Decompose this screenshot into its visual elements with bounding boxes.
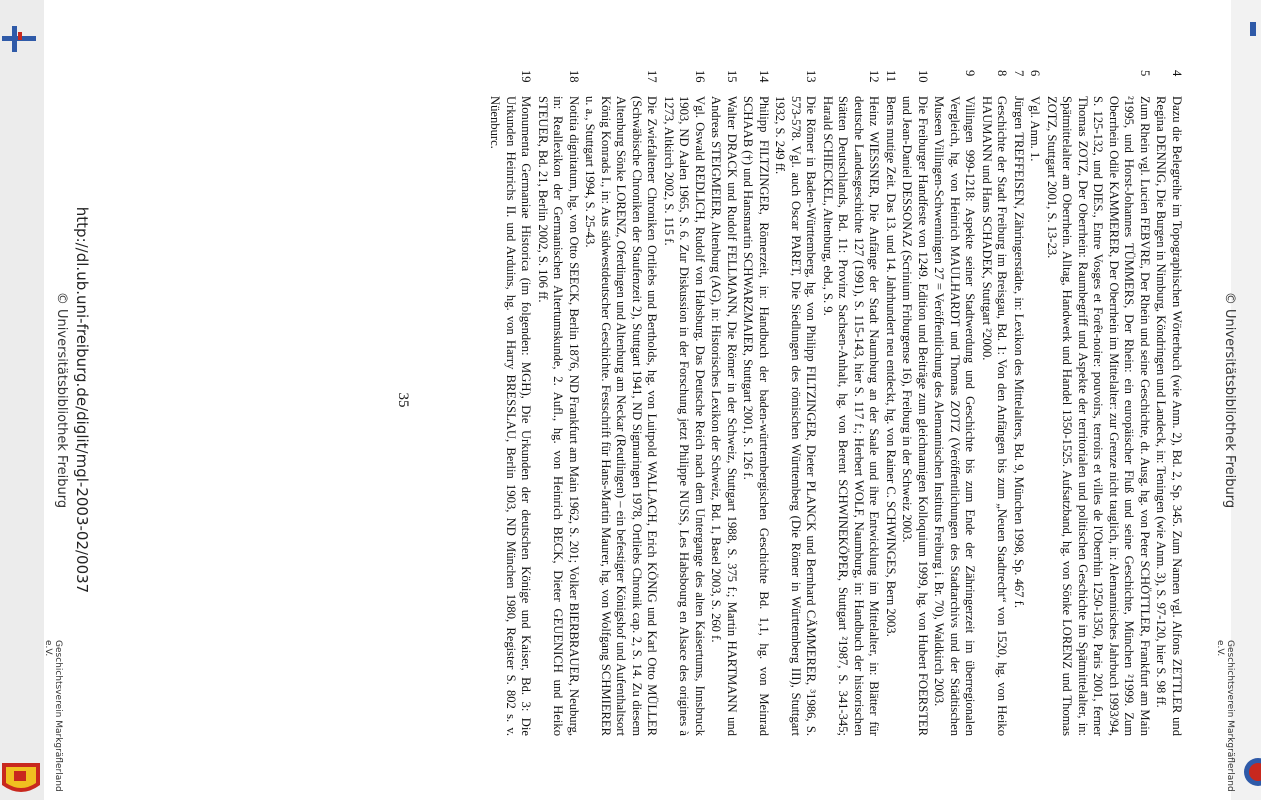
footnote-number: 17 xyxy=(645,70,660,83)
footnote-text: Dazu die Belegreihe im Topographischen Wörterbuch (wie Anm. 2), Bd. 2, Sp. 345. Zum Namen vgl. Alfons ZETTLER und Regina DENNIG, Die Burgen in Nimburg, Köndringen und Landeck, in: Teningen (wie Anm. 3), S. 97-120, hier S. 98 ff. xyxy=(1154,96,1184,736)
footnote-number: 7 xyxy=(1012,70,1026,77)
rotated-page-content xyxy=(43,0,1237,800)
footnote-text: Die Römer in Baden-Württemberg, hg. von Philipp FILTZINGER, Dieter PLANCK und Bernhard CÄMMERER, ³1986, S. 573-578. Vgl. auch Oscar PARET, Die Siedlungen des römischen Württemberg (Die Römer in Württemberg III), Stuttgart 1932, S. 249 ff. xyxy=(773,96,819,736)
footnote-text: Geschichte der Stadt Freiburg im Breisgau, Bd. 1: Von den Anfängen bis zum „Neuen Stadtrecht“ von 1520, hg. von Heiko HAUMANN und Hans SCHADEK, Stuttgart ²2000. xyxy=(980,96,1010,736)
footnote-text: Die Freiburger Handfeste von 1249. Edition und Beiträge zum gleichnamigen Kolloquium 1999, hg. von Hubert FOERSTER und Jean-Daniel DESSONAZ (Scrinium Friburgense 16), Freiburg in der Schweiz 2003. xyxy=(900,96,930,736)
footnote xyxy=(979,70,1010,736)
society-label-top: Geschichtsverein Markgräflerland e.V. xyxy=(1215,640,1235,792)
footnote xyxy=(740,70,771,736)
footnote-text: Villingen 999-1218: Aspekte seiner Stadtwerdung und Geschichte bis zum Ende der Zähringerzeit im überregionalen Vergleich, hg. von Heinrich MAULHARDT und Thomas ZOTZ (Veröffentlichungen des Stadtarchivs und der Städtischen Museen Villingen-Schwenningen 27 = Veröffentlichung des Alemannischen Instituts Freiburg i. Br. 70), Waldkirch 2003. xyxy=(932,96,978,736)
footnote-number: 14 xyxy=(757,70,771,83)
footnote-number: 19 xyxy=(519,70,534,83)
footnote-text: Jürgen TREFFEISEN, Zähringerstädte, in: Lexikon des Mittelalters, Bd. 9, München 1998, Sp. 467 f. xyxy=(1012,96,1026,608)
footnote xyxy=(820,70,882,736)
footnote xyxy=(535,70,582,736)
scanned-page xyxy=(43,0,1237,800)
footnote-number: 11 xyxy=(884,70,898,83)
footnote-text: Philipp FILTZINGER, Römerzeit, in: Handbuch der baden-württembergischen Geschichte Bd. 1,1, hg. von Meinrad SCHAAB (†) und Hansmartin SCHWARZMAIER, Stuttgart 2001, S. 126 f. xyxy=(741,96,771,736)
footnote-number: 4 xyxy=(1170,70,1184,77)
footnote xyxy=(1044,70,1153,736)
footnote-text: Vgl. Anm. 1. xyxy=(1028,96,1043,162)
footnote-number: 15 xyxy=(725,70,739,83)
copyright-line: © Universitätsbibliothek Freiburg xyxy=(54,291,69,509)
footnote xyxy=(661,70,708,736)
footnotes-block xyxy=(487,70,1184,736)
footnote xyxy=(582,70,660,736)
society-crest-icon xyxy=(0,755,44,800)
footnote xyxy=(772,70,819,736)
footnote xyxy=(1153,70,1184,736)
footnote-number: 6 xyxy=(1028,70,1043,77)
left-margin-panel xyxy=(0,0,44,800)
footnote xyxy=(487,70,534,736)
footnote-text: Vgl. Oswald REDLICH, Rudolf von Habsburg. Das Deutsche Reich nach dem Untergange des alten Kaisertums, Innsbruck 1903, ND Aalen 1965, S. 6. Zur Diskussion in der Forschung jetzt Philippe NUSS, Les Habsbourg en Alsace des origines à 1273, Altkirch 2002, S. 115 f. xyxy=(662,96,707,736)
footnote-number: 18 xyxy=(567,70,581,83)
footnote-number: 16 xyxy=(693,70,707,83)
footnote-text: Zum Rhein vgl. Lucien FEBVRE, Der Rhein und seine Geschichte, dt. Ausg. hg. von Peter SCHÖTTLER, Frankfurt am Main ²1995, und Horst-Johannes TÜMMERS, Der Rhein: ein europäischer Fluß und seine Geschichte, München ²1999. Zum Oberrhein Odile KAMMERER, Der Oberrhein im Mittelalter: zur Grenze nicht tauglich, in: Alemannisches Jahrbuch 1993/94, S. 125-132, und DIES., Entre Vosges et Forêt-noire: pouvoirs, terroirs et villes de l'Oberrhin 1250-1350, Paris 2001, ferner Thomas ZOTZ, Der Oberrhein: Raumbegriff und Aspekte der territorialen und politischen Geschichte im Spätmittelalter, in: Spätmittelalter am Oberrhein. Alltag, Handwerk und Handel 1350-1525. Aufsatzband, hg. von Sönke LORENZ und Thomas ZOTZ, Stuttgart 2001, S. 13-23. xyxy=(1045,96,1152,736)
footnote-text: Notitia dignitatum, hg. von Otto SEECK, Berlin 1876, ND Frankfurt am Main 1962, S. 201; Volker BIERBRAUER, Neuburg, in: Reallexikon der Germanischen Altertumskunde, 2. Aufl., hg. von Heinrich BECK, Dieter GEUENICH und Heiko STEUER, Bd. 21, Berlin 2002, S. 106 ff. xyxy=(536,96,581,736)
library-logo-icon xyxy=(0,14,44,54)
footnote xyxy=(708,70,739,736)
footnote xyxy=(1027,70,1043,736)
footnote-number: 9 xyxy=(963,70,978,77)
footnote-text: Monumenta Germaniae Historica (im folgenden: MGH), Die Urkunden der deutschen Könige und Kaiser, Bd. 3: Die Urkunden Heinrichs II. und Arduins, hg. von Harry BRESSLAU, Berlin 1903, ND München 1980, Register S. 802 s. v. Nüenburc. xyxy=(488,96,534,736)
footnote xyxy=(1011,70,1027,736)
seal-icon xyxy=(1238,752,1261,792)
society-label: Geschichtsverein Markgräflerland e.V. xyxy=(43,640,63,792)
permalink-url[interactable]: http://dl.ub.uni-freiburg.de/diglit/mgl-2003-02/0037 xyxy=(73,206,91,594)
footnote-text: Heinz WIESSNER, Die Anfänge der Stadt Naumburg an der Saale und ihre Entwicklung im Mittelalter, in: Blätter für deutsche Landesgeschichte 127 (1991), S. 115-143, hier S. 117 f.; Herbert WOLF, Naumburg, in: Handbuch der historischen Stätten Deutschlands, Bd. 11: Provinz Sachsen-Anhalt, hg. von Berent SCHWINEKÖPER, Stuttgart ²1987, S. 341-345; Harald SCHIECKEL, Altenburg, ebd., S. 9. xyxy=(821,96,882,736)
footnote-number: 12 xyxy=(867,70,882,83)
footnote xyxy=(931,70,978,736)
footnote xyxy=(883,70,899,736)
top-copyright: © Universitätsbibliothek Freiburg xyxy=(1222,291,1237,509)
footnote-number: 5 xyxy=(1138,70,1152,77)
footnote-text: Die Zwiefaltener Chroniken Ortliebs und Bertholds, hg. von Luitpold WALLACH, Erich KÖNIG und Karl Otto MÜLLER (Schwäbische Chroniken der Staufenzeit 2), Stuttgart 1941, ND Sigmaringen 1978, Ortliebs Chronik cap. 2, S. 14. Zu diesem Altenburg Sönke LORENZ, Oferdingen und Altenburg am Neckar (Reutlingen) – ein befestigter Königshof und Aufenthaltsort König Konrads I., in: Aus südwestdeutscher Geschichte. Festschrift für Hans-Martin Maurer, hg. von Wolfgang SCHMIERER u. a., Stuttgart 1994, S. 25-43. xyxy=(583,96,660,736)
footnote-number: 8 xyxy=(995,70,1010,77)
footnote-text: Berns mutige Zeit. Das 13. und 14. Jahrhundert neu entdeckt, hg. von Rainer C. SCHWINGES, Bern 2003. xyxy=(884,96,898,637)
footnote-text: Walter DRACK und Rudolf FELLMANN, Die Römer in der Schweiz, Stuttgart 1988, S. 375 f.; Martin HARTMANN und Andreas STEIGMEIER, Altenburg (AG), in: Historisches Lexikon der Schweiz, Bd. 1, Basel 2003, S. 260 f. xyxy=(709,96,739,736)
footnote-number: 10 xyxy=(916,70,930,83)
page-number: 35 xyxy=(395,392,411,408)
footnote xyxy=(899,70,930,736)
footnote-number: 13 xyxy=(804,70,819,83)
corner-mark-icon xyxy=(1240,18,1261,40)
